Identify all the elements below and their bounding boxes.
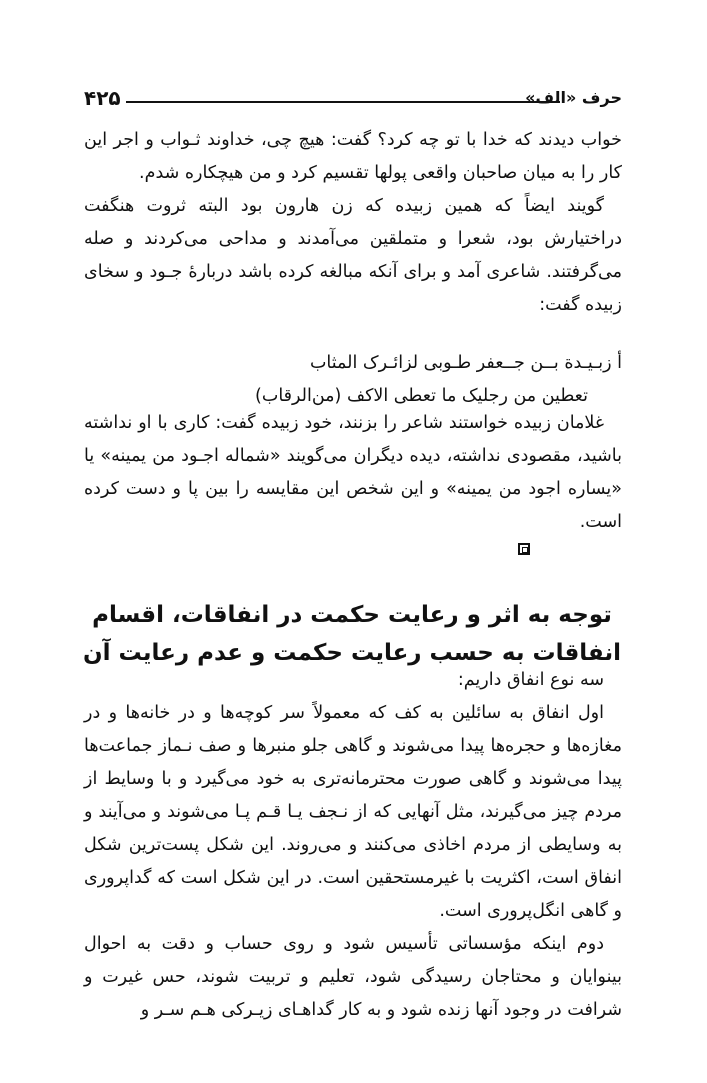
- page-header: [84, 84, 622, 118]
- section-heading: توجه به اثر و رعایت حکمت در انفاقات، اقسام انفاقات به حسب رعایت حکمت و عدم رعایت آن: [82, 602, 622, 666]
- text-block-bottom: [84, 664, 622, 1027]
- verse-block: [84, 347, 622, 413]
- verse-line-1: أ زبـیـدة بــن جــعفر طـوبی لزائـرک المثاب: [309, 353, 622, 373]
- section-end-mark-icon: [518, 543, 530, 555]
- verse-line-2: تعطین من رجلیک ما تعطی الاکف (من‌الرقاب): [255, 386, 588, 406]
- text-block-middle: [84, 407, 622, 539]
- paragraph: اول انفاق به سائلین به کف که معمولاً سر کوچه‌ها و در خانه‌ها و در مغازه‌ها و حجره‌ها پیدا می‌شوند و گاهی جلو منبرها و صف نـماز جماعت‌ها پیدا می‌شوند و گاهی صورت محترمانه‌تری به خود می‌گیرد و با وسایط از مردم چیز می‌گیرند، مثل آنهایی که از نـجف یـا قـم پـا می‌شوند و می‌آیند و به وسایطی از مردم اخاذی می‌کنند و می‌روند. این شکل پست‌ترین شکل انفاق است، اکثریت با غیرمستحقین است. در این شکل است که گداپروری و گاهی انگل‌پروری است.: [84, 703, 622, 921]
- running-head: حرف «الف»: [525, 88, 622, 107]
- paragraph: گویند ایضاً که همین زبیده که زن هارون بود البته ثروت هنگفت دراختیارش بود، شعرا و متملقین می‌آمدند و مداحی می‌کردند و صله می‌گرفتند. شاعری آمد و برای آنکه مبالغه کرده باشد دربارهٔ جـود و سخای زبیده گفت:: [84, 196, 622, 315]
- paragraph: سه نوع انفاق داریم:: [457, 670, 604, 690]
- header-rule: [126, 101, 560, 103]
- paragraph: خواب دیدند که خدا با تو چه کرد؟ گفت: هیچ چی، خداوند ثـواب و اجر این کار را به میان صاحبان واقعی پولها تقسیم کرد و من هیچکاره شدم.: [84, 130, 622, 183]
- paragraph: دوم اینکه مؤسساتی تأسیس شود و روی حساب و دقت به احوال بینوایان و محتاجان رسیدگی شود، تعلیم و تربیت شوند، حس غیرت و شرافت در وجود آنها زنده شود و به کار گداهـای زیـرکی هـم سـر و: [84, 934, 622, 1020]
- page-number: ۴۲۵: [84, 86, 121, 110]
- text-block-top: [84, 124, 622, 322]
- paragraph: غلامان زبیده خواستند شاعر را بزنند، خود زبیده گفت: کاری با او نداشته باشید، مقصودی نداشته، دیده دیگران می‌گویند «شماله اجـود من یمینه» یا «یساره اجود من یمینه» و این شخص این مقایسه را بین پا و دست کرده است.: [84, 413, 622, 532]
